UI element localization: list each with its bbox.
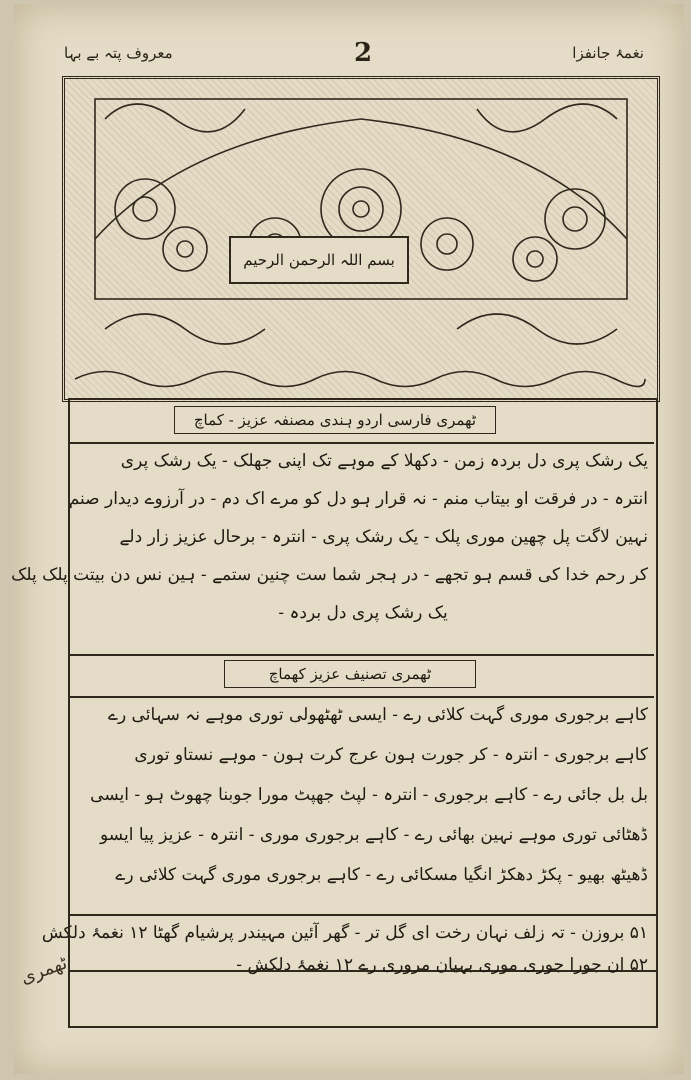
footer-line: ۵۱ بروزن - تہ زلف نہان رخت ای گل تر - گھر آئین مہیندر پرشیام گھٹا ۱۲ نغمۂ دلکش: [41, 923, 648, 943]
header-right: نغمۂ جانفزا: [572, 44, 644, 62]
margin-note: ٹھمری: [17, 952, 70, 989]
section2-title: ٹھمری تصنیف عزیز کھماچ: [224, 660, 476, 688]
verse-line: نہین لاگت پل چھین موری پلک - یک رشک پری - انترہ - برحال عزیز زار دلے: [119, 527, 648, 547]
verse-line: بل بل جائی رے - کاہے برجوری - انترہ - لپٹ جھپٹ مورا جوبنا چھوٹ ہو - ایسی: [90, 785, 648, 805]
verse-line: ڈھٹائی توری موہے نہین بھائی رے - کاہے برجوری موری - انترہ - عزیز پیا ایسو: [100, 825, 648, 845]
verse-line: یک رشک پری دل بردہ زمن - دکھلا کے موہے تک اپنی جھلک - یک رشک پری: [120, 451, 648, 471]
header-left: معروف پتہ بے بہا: [64, 44, 173, 62]
verse-line: کر رحم خدا کی قسم ہو تجھے - در ہجر شما ست چنین ستمے - ہین نس دن بیتت پلک پلک: [11, 565, 648, 585]
divider: [68, 696, 654, 698]
divider: [68, 442, 654, 444]
verse-line: انترہ - در فرقت او بیتاب منم - نہ قرار ہو دل کو مرے اک دم - در آرزوے دیدار صنم: [68, 489, 648, 509]
book-page: [11, 4, 684, 1074]
verse-line: یک رشک پری دل بردہ -: [278, 603, 448, 623]
verse-line: کاہے برجوری - انترہ - کر جورت ہون عرج کرت ہون - موہے نستاو توری: [134, 745, 648, 765]
divider: [68, 654, 654, 656]
footer-line: ۵۲ ان جورا جوری موری بہیان مروری رے ۱۲ نغمۂ دلکش -: [236, 955, 648, 975]
verse-line: ڈھیٹھ بھیو - پکڑ دھکڑ انگیا مسکائی رے - کاہے برجوری موری گہت کلائی رے: [115, 865, 648, 885]
section1-title: ٹھمری فارسی اردو ہندی مصنفہ عزیز - کماچ: [174, 406, 496, 434]
bismillah-box: بسم اللہ الرحمن الرحیم: [229, 236, 409, 284]
verse-line: کاہے برجوری موری گہت کلائی رے - ایسی ٹھٹھولی توری موہے نہ سہائی رے: [107, 705, 648, 725]
page-number: 2: [354, 38, 373, 68]
page-header: [64, 38, 644, 74]
